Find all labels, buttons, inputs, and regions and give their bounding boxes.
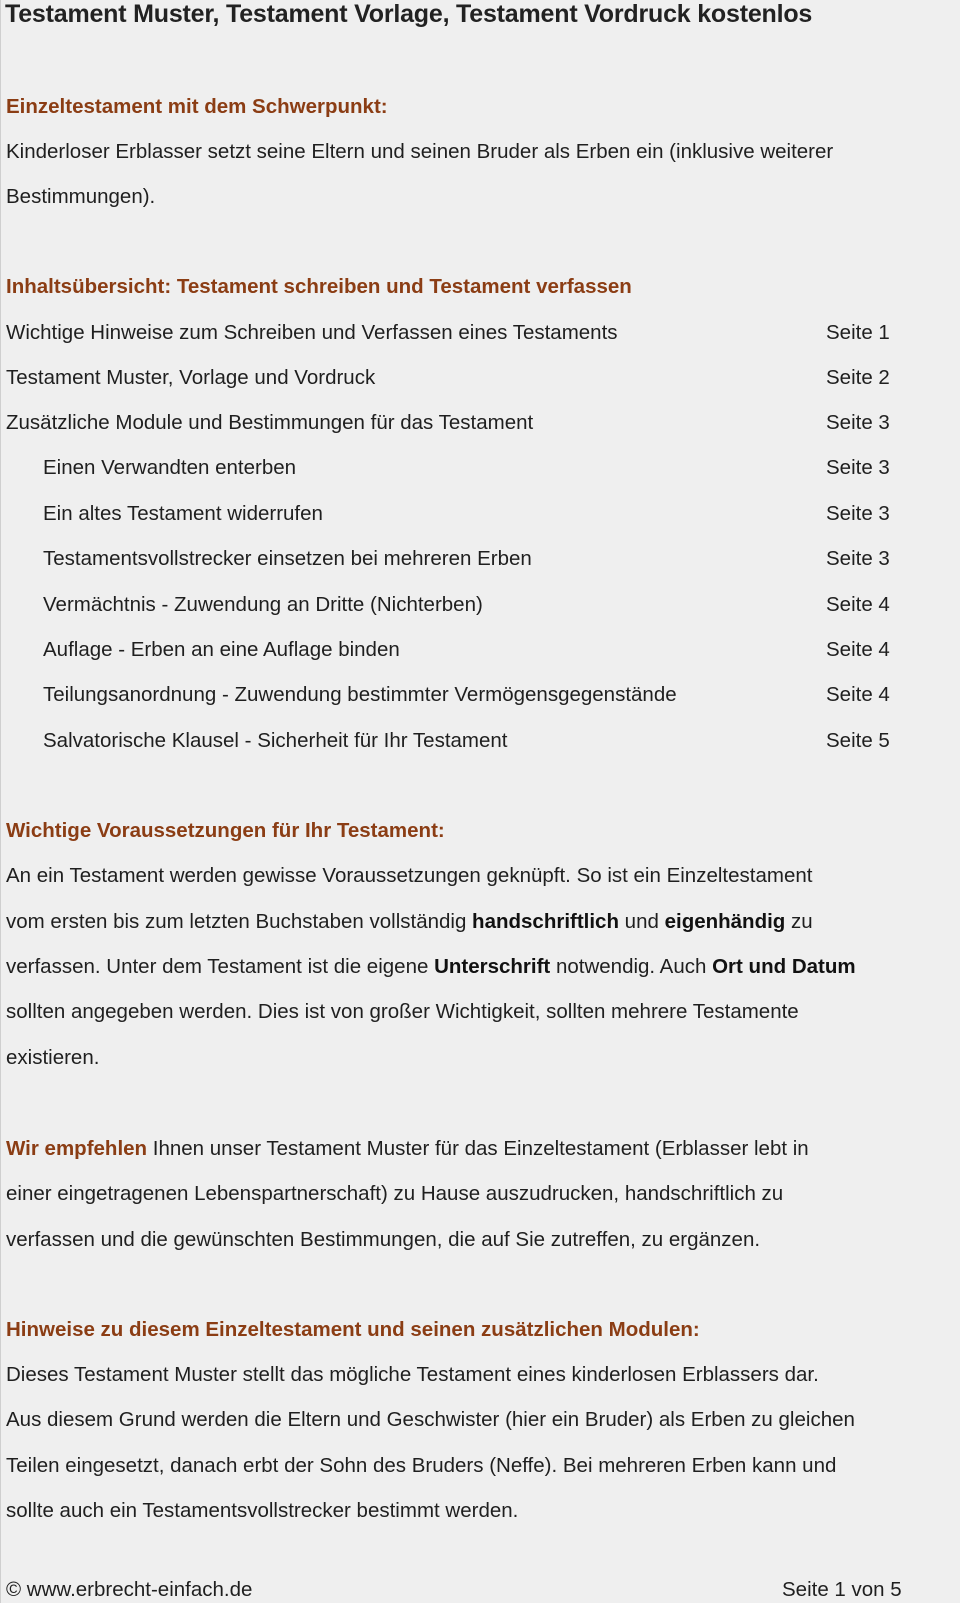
text-run: notwendig. Auch (550, 955, 713, 978)
section-heading-einzeltestament: Einzeltestament mit dem Schwerpunkt: (6, 95, 388, 118)
toc-item-page: Seite 3 (826, 411, 890, 434)
toc-item-label: Wichtige Hinweise zum Schreiben und Verfassen eines Testaments (6, 321, 618, 344)
toc-item[interactable] (6, 411, 896, 437)
toc-item-label: Zusätzliche Module und Bestimmungen für das Testament (6, 411, 534, 434)
toc-item-label: Teilungsanordnung - Zuwendung bestimmter Vermögensgegenstände (43, 683, 677, 706)
toc-item-page: Seite 3 (826, 547, 890, 570)
section-heading-hinweise: Hinweise zu diesem Einzeltestament und seinen zusätzlichen Modulen: (6, 1318, 700, 1341)
toc-item-page: Seite 1 (826, 321, 890, 344)
text-run: zu (785, 910, 813, 933)
toc-item-page: Seite 4 (826, 638, 890, 661)
section-heading-voraussetzungen: Wichtige Voraussetzungen für Ihr Testament: (6, 819, 445, 842)
paragraph-line: An ein Testament werden gewisse Voraussetzungen geknüpft. So ist ein Einzeltestament (6, 864, 813, 887)
paragraph-line (6, 955, 856, 979)
toc-item[interactable] (6, 638, 896, 664)
paragraph-line: Teilen eingesetzt, danach erbt der Sohn des Bruders (Neffe). Bei mehreren Erben kann und (6, 1454, 837, 1477)
page-title: Testament Muster, Testament Vorlage, Testament Vordruck kostenlos (5, 0, 813, 28)
toc-item[interactable] (6, 729, 896, 755)
toc-item[interactable] (6, 683, 896, 709)
toc-item-page: Seite 3 (826, 456, 890, 479)
toc-item[interactable] (6, 456, 896, 482)
paragraph-line: verfassen und die gewünschten Bestimmungen, die auf Sie zutreffen, zu ergänzen. (6, 1228, 761, 1251)
toc-item-page: Seite 3 (826, 502, 890, 525)
paragraph-line (6, 1137, 809, 1161)
toc-item[interactable] (6, 321, 896, 347)
toc-item-label: Ein altes Testament widerrufen (43, 502, 323, 525)
paragraph-line: Aus diesem Grund werden die Eltern und Geschwister (hier ein Bruder) als Erben zu gleichen (6, 1408, 855, 1431)
paragraph-line: sollten angegeben werden. Dies ist von großer Wichtigkeit, sollten mehrere Testamente (6, 1000, 799, 1023)
text-run: vom ersten bis zum letzten Buchstaben vollständig (6, 910, 473, 933)
emphasis-handschriftlich: handschriftlich (472, 910, 619, 933)
toc-item-page: Seite 4 (826, 683, 890, 706)
toc-item-page: Seite 4 (826, 593, 890, 616)
toc-heading: Inhaltsübersicht: Testament schreiben und Testament verfassen (6, 275, 632, 298)
toc-item[interactable] (6, 593, 896, 619)
text-run: und (618, 910, 665, 933)
emphasis-eigenhaendig: eigenhändig (664, 910, 786, 933)
paragraph-line: sollte auch ein Testamentsvollstrecker bestimmt werden. (6, 1499, 519, 1522)
toc-item-label: Salvatorische Klausel - Sicherheit für Ihr Testament (43, 729, 508, 752)
toc-item-label: Testamentsvollstrecker einsetzen bei mehreren Erben (43, 547, 532, 570)
emphasis-ort-datum: Ort und Datum (712, 955, 856, 978)
toc-item-label: Einen Verwandten enterben (43, 456, 297, 479)
text-run: Ihnen unser Testament Muster für das Einzeltestament (Erblasser lebt in (147, 1137, 809, 1160)
paragraph-line: Kinderloser Erblasser setzt seine Eltern und seinen Bruder als Erben ein (inklusive weiterer (6, 140, 834, 163)
toc-item[interactable] (6, 366, 896, 392)
toc-item[interactable] (6, 547, 896, 573)
toc-item-label: Auflage - Erben an eine Auflage binden (43, 638, 400, 661)
footer-website-link[interactable]: © www.erbrecht-einfach.de (6, 1578, 253, 1601)
paragraph-line: Bestimmungen). (6, 185, 156, 208)
emphasis-unterschrift: Unterschrift (434, 955, 551, 978)
toc-item-label: Vermächtnis - Zuwendung an Dritte (Nichterben) (43, 593, 483, 616)
toc-item-label: Testament Muster, Vorlage und Vordruck (6, 366, 376, 389)
toc-item-page: Seite 2 (826, 366, 890, 389)
text-run: verfassen. Unter dem Testament ist die eigene (6, 955, 435, 978)
paragraph-line: einer eingetragenen Lebenspartnerschaft) zu Hause auszudrucken, handschriftlich zu (6, 1182, 784, 1205)
emphasis-wir-empfehlen: Wir empfehlen (6, 1137, 148, 1160)
footer-page-number: Seite 1 von 5 (782, 1578, 902, 1601)
toc-item[interactable] (6, 502, 896, 528)
paragraph-line (6, 910, 813, 934)
paragraph-line: existieren. (6, 1046, 100, 1069)
toc-item-page: Seite 5 (826, 729, 890, 752)
paragraph-line: Dieses Testament Muster stellt das mögliche Testament eines kinderlosen Erblassers dar. (6, 1363, 819, 1386)
